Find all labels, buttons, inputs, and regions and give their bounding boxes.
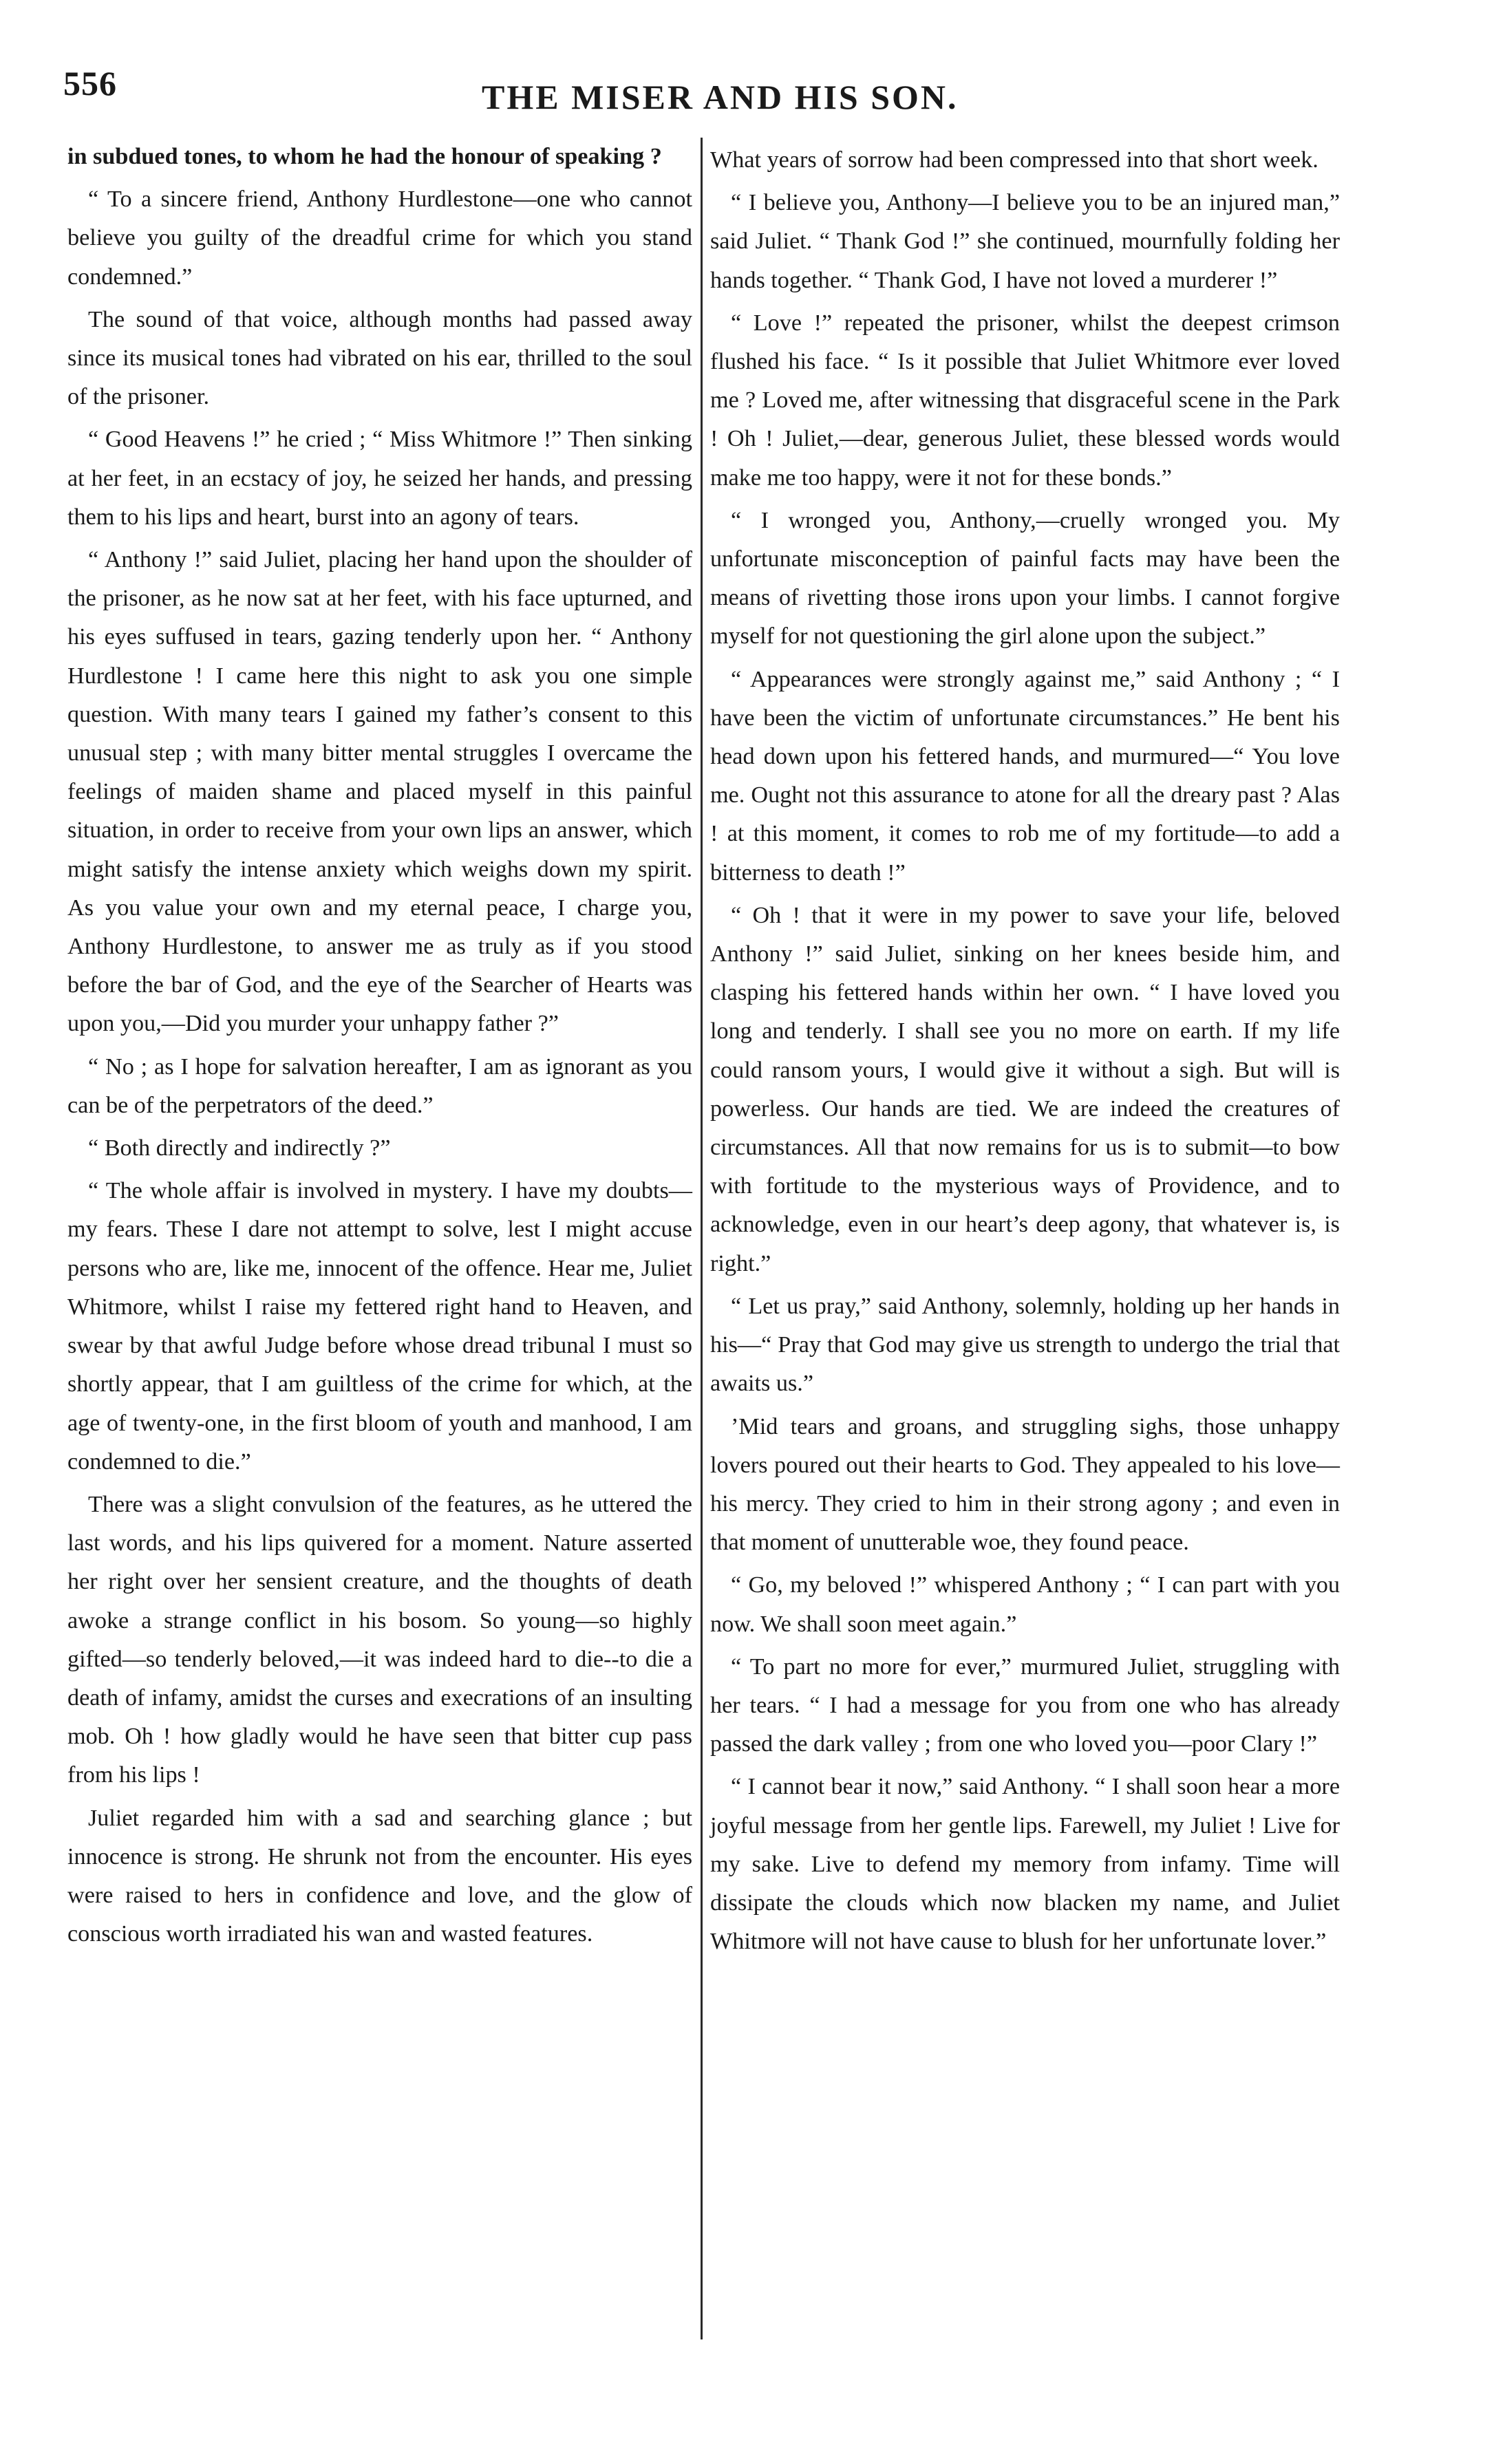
left-column [67, 138, 692, 1958]
paragraph: in subdued tones, to whom he had the honour of speaking ? [67, 144, 662, 169]
page-number: 556 [63, 64, 117, 103]
paragraph: The sound of that voice, although months had passed away since its musical tones had vibrated on his ear, thrilled to the soul of the prisoner. [67, 306, 692, 410]
paragraph: “ No ; as I hope for salvation hereafter, I am as ignorant as you can be of the perpetrators of the deed.” [67, 1053, 692, 1118]
paragraph: “ Good Heavens !” he cried ; “ Miss Whitmore !” Then sinking at her feet, in an ecstacy of joy, he seized her hands, and pressing them to his lips and heart, burst into an agony of tears. [67, 427, 692, 530]
paragraph: “ I cannot bear it now,” said Anthony. “ I shall soon hear a more joyful message from her gentle lips. Farewell, my Juliet ! Live for my sake. Live to defend my memory from infamy. Time will dissipate the clouds which now blacken my name, and Juliet Whitmore will not have cause to blush for her unfortunate lover.” [710, 1774, 1340, 1955]
paragraph: “ To part no more for ever,” murmured Juliet, struggling with her tears. “ I had a message for you from one who has already passed the dark valley ; from one who loved you—poor Clary !” [710, 1653, 1340, 1757]
paragraph: “ Love !” repeated the prisoner, whilst the deepest crimson flushed his face. “ Is it possible that Juliet Whitmore ever loved me ? Loved me, after witnessing that disgraceful scene in the Park ! Oh ! Juliet,—dear, generous Juliet, these blessed words would make me too happy, were it not for these bonds.” [710, 310, 1340, 491]
paragraph: “ I believe you, Anthony—I believe you to be an injured man,” said Juliet. “ Thank God !” she continued, mournfully folding her hands together. “ Thank God, I have not loved a murderer !” [710, 190, 1340, 293]
right-column [710, 141, 1340, 1965]
column-divider [701, 138, 703, 2339]
paragraph: “ Anthony !” said Juliet, placing her hand upon the shoulder of the prisoner, as he now sat at her feet, with his face upturned, and his eyes suffused in tears, gazing tenderly upon her. “ Anthony Hurdlestone ! I came here this night to ask you one simple question. With many tears I gained my father’s consent to this unusual step ; with many bitter mental struggles I overcame the feelings of maiden shame and placed myself in this painful situation, in order to receive from your own lips an answer, which might satisfy the intense anxiety which weighs down my spirit. As you value your own and my eternal peace, I charge you, Anthony Hurdlestone, to answer me as truly as if you stood before the bar of God, and the eye of the Searcher of Hearts was upon you,—Did you murder your unhappy father ?” [67, 547, 692, 1037]
paragraph: “ I wronged you, Anthony,—cruelly wronged you. My unfortunate misconception of painful facts may have been the means of rivetting those irons upon your limbs. I cannot forgive myself for not questioning the girl alone upon the subject.” [710, 507, 1340, 650]
paragraph: “ Let us pray,” said Anthony, solemnly, holding up her hands in his—“ Pray that God may give us strength to undergo the trial that awaits us.” [710, 1293, 1340, 1397]
paragraph: There was a slight convulsion of the features, as he uttered the last words, and his lips quivered for a moment. Nature asserted her right over her sensient creature, and the thoughts of death awoke a strange conflict in his bosom. So young—so highly gifted—so tenderly beloved,—it was indeed hard to die--to die a death of infamy, amidst the curses and execrations of an insulting mob. Oh ! how gladly would he have seen that bitter cup pass from his lips ! [67, 1491, 692, 1788]
running-title: THE MISER AND HIS SON. [482, 78, 959, 116]
paragraph: “ Oh ! that it were in my power to save your life, beloved Anthony !” said Juliet, sinking on her knees beside him, and clasping his fettered hands within her own. “ I have loved you long and tenderly. I shall see you no more on earth. If my life could ransom yours, I would give it without a sigh. But will is powerless. Our hands are tied. We are indeed the creatures of circumstances. All that now remains for us is to submit—to bow with fortitude to the mysterious ways of Providence, and to acknowledge, even in our heart’s deep agony, that whatever is, is right.” [710, 902, 1340, 1276]
paragraph: “ Both directly and indirectly ?” [88, 1135, 391, 1161]
paragraph: What years of sorrow had been compressed into that short week. [710, 147, 1319, 173]
paragraph: “ The whole affair is involved in mystery. I have my doubts—my fears. These I dare not attempt to solve, lest I might accuse persons who are, like me, innocent of the offence. Hear me, Juliet Whitmore, whilst I raise my fettered right hand to Heaven, and swear by that awful Judge before whose dread tribunal I must so shortly appear, that I am guiltless of the crime for which, at the age of twenty-one, in the first bloom of youth and manhood, I am condemned to die.” [67, 1178, 692, 1475]
paragraph: “ Appearances were strongly against me,” said Anthony ; “ I have been the victim of unfortunate circumstances.” He bent his head down upon his fettered hands, and murmured—“ You love me. Ought not this assurance to atone for all the dreary past ? Alas ! at this moment, it comes to rob me of my fortitude—to add a bitterness to death !” [710, 666, 1340, 886]
paragraph: Juliet regarded him with a sad and searching glance ; but innocence is strong. He shrunk not from the encounter. His eyes were raised to hers in confidence and love, and the glow of conscious worth irradiated his wan and wasted features. [67, 1805, 692, 1947]
paragraph: “ Go, my beloved !” whispered Anthony ; “ I can part with you now. We shall soon meet again.” [710, 1572, 1340, 1637]
paragraph: “ To a sincere friend, Anthony Hurdlestone—one who cannot believe you guilty of the dreadful crime for which you stand condemned.” [67, 186, 692, 290]
paragraph: ’Mid tears and groans, and struggling sighs, those unhappy lovers poured out their hearts to God. They appealed to his love—his mercy. They cried to him in their strong agony ; and even in that moment of unutterable woe, they found peace. [710, 1413, 1340, 1556]
